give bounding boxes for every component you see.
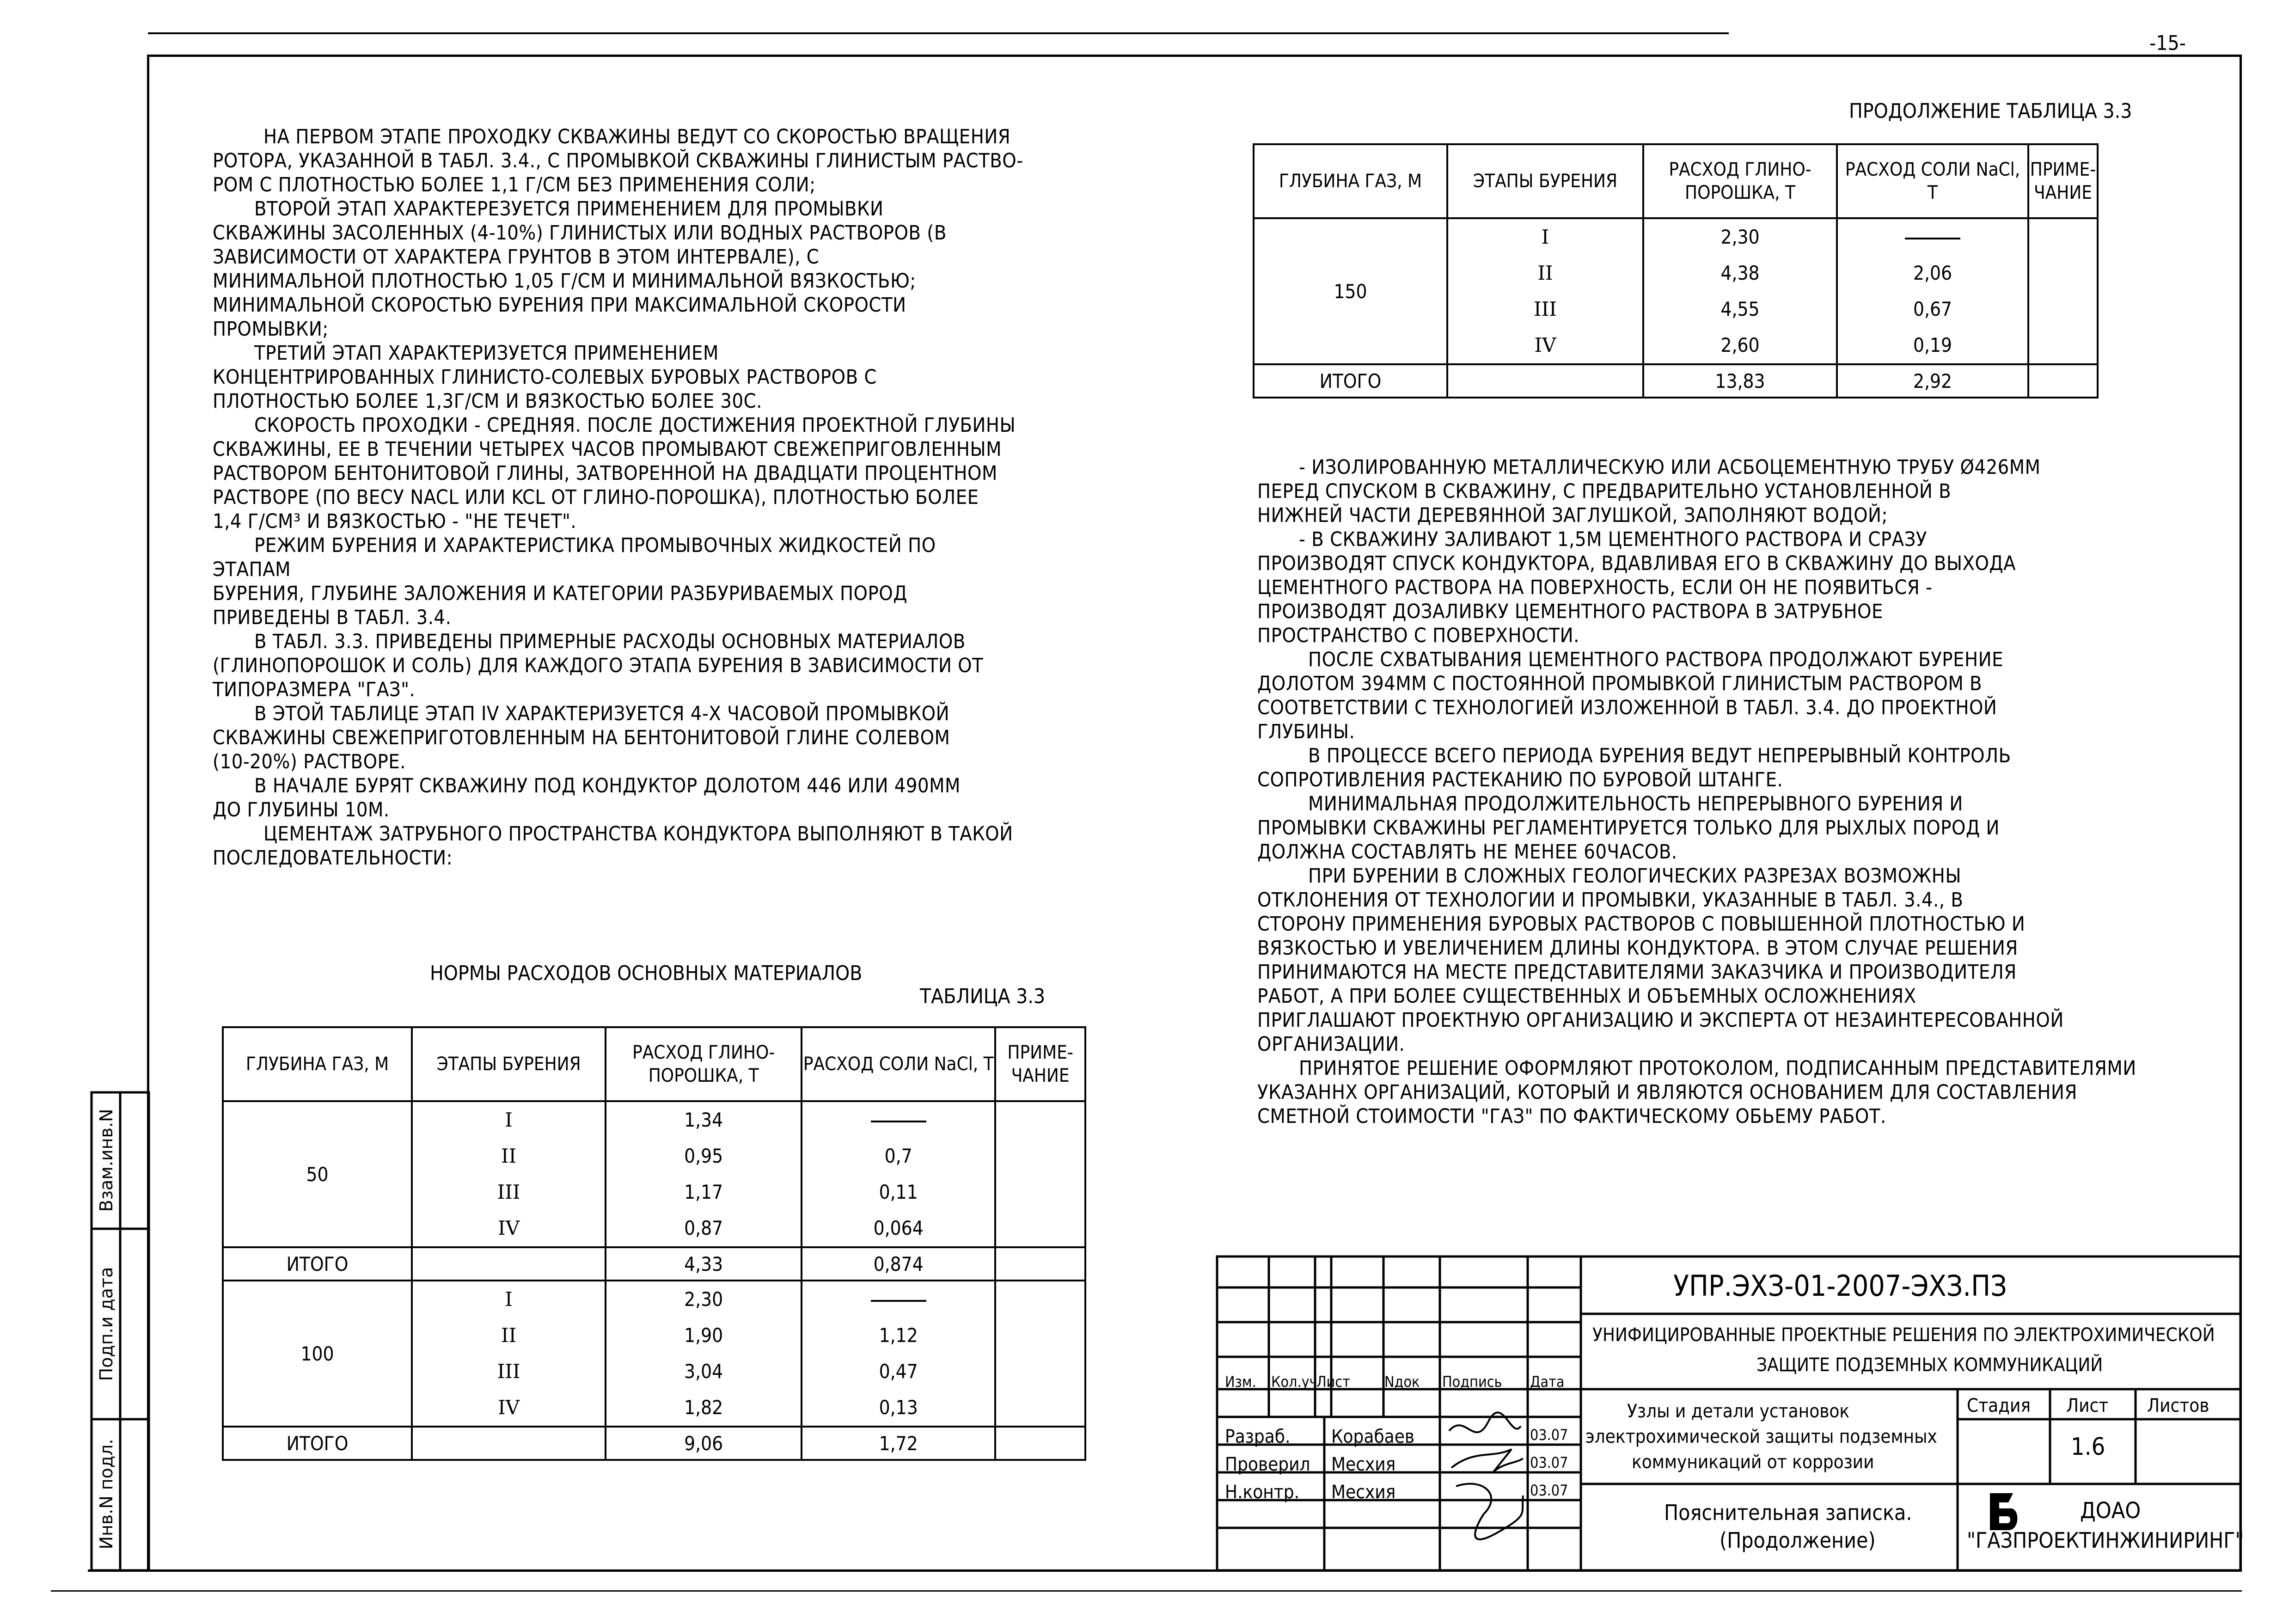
text-line: В ПРОЦЕССЕ ВСЕГО ПЕРИОДА БУРЕНИЯ ВЕДУТ НЕПРЕРЫВНЫЙ КОНТРОЛЬ: [1308, 744, 2011, 767]
text-line: ПРИНИМАЮТСЯ НА МЕСТЕ ПРЕДСТАВИТЕЛЯМИ ЗАКАЗЧИКА И ПРОИЗВОДИТЕЛЯ: [1257, 961, 2017, 984]
text-line: РОМ С ПЛОТНОСТЬЮ БОЛЕЕ 1,1 Г/СМ БЕЗ ПРИМЕНЕНИЯ СОЛИ;: [213, 173, 816, 196]
salt-cell: 0,064: [802, 1210, 995, 1247]
salt-cell: 2,06: [1837, 255, 2028, 291]
side-label-podp: Подп.и дата: [96, 1267, 116, 1381]
text-line: СКВАЖИНЫ ЗАСОЛЕННЫХ (4-10%) ГЛИНИСТЫХ ИЛИ ВОДНЫХ РАСТВОРОВ (В: [213, 221, 947, 245]
salt-cell: [802, 1281, 995, 1318]
stage-cell: IV: [412, 1390, 606, 1427]
top-rule: [148, 32, 1729, 34]
text-line: НА ПЕРВОМ ЭТАПЕ ПРОХОДКУ СКВАЖИНЫ ВЕДУТ СО СКОРОСТЬЮ ВРАЩЕНИЯ: [263, 125, 1011, 148]
clay-cell: 0,95: [606, 1138, 802, 1174]
doc-title-line1: Пояснительная записка.: [1664, 1500, 1912, 1525]
text-line: ВТОРОЙ ЭТАП ХАРАКТЕРЕЗУЕТСЯ ПРИМЕНЕНИЕМ ДЛЯ ПРОМЫВКИ: [254, 197, 884, 221]
text-line: РАСТВОРЕ (ПО ВЕСУ NACL ИЛИ KCL ОТ ГЛИНО-ПОРОШКА), ПЛОТНОСТЬЮ БОЛЕЕ: [213, 486, 979, 509]
clay-cell: 3,04: [606, 1354, 802, 1390]
role-nkontr: Н.контр.: [1225, 1482, 1300, 1503]
side-label-inv: Инв.N подл.: [96, 1439, 116, 1550]
stage-cell: II: [412, 1138, 606, 1174]
total-salt: 2,92: [1837, 364, 2028, 398]
text-line: ДОЛОТОМ 394ММ С ПОСТОЯННОЙ ПРОМЫВКОЙ ГЛИНИСТЫМ РАСТВОРОМ В: [1257, 672, 1983, 695]
text-line: - ИЗОЛИРОВАННУЮ МЕТАЛЛИЧЕСКУЮ ИЛИ АСБОЦЕМЕНТНУЮ ТРУБУ Ø426ММ: [1299, 456, 2041, 479]
stage-cell: II: [412, 1318, 606, 1354]
table-header-cell: РАСХОД СОЛИ NaCl, Т: [1837, 144, 2028, 218]
depth-cell: 50: [223, 1101, 412, 1247]
table-header-cell: ГЛУБИНА ГАЗ, М: [1254, 144, 1447, 218]
name-nkontr: Месхия: [1331, 1482, 1396, 1503]
text-line: ПРОИЗВОДЯТ ДОЗАЛИВКУ ЦЕМЕНТНОГО РАСТВОРА В ЗАТРУБНОЕ: [1257, 600, 1883, 623]
page-number: -15-: [2149, 31, 2186, 55]
table-bottom: [222, 1026, 1086, 1461]
clay-cell: 0,87: [606, 1210, 802, 1247]
clay-cell: 2,30: [1643, 218, 1837, 255]
text-line: (ГЛИНОПОРОШОК И СОЛЬ) ДЛЯ КАЖДОГО ЭТАПА БУРЕНИЯ В ЗАВИСИМОСТИ ОТ: [213, 654, 984, 677]
project-title-line2: ЗАЩИТЕ ПОДЗЕМНЫХ КОММУНИКАЦИЙ: [1756, 1354, 2103, 1376]
table-header-cell: РАСХОД ГЛИНО-ПОРОШКА, Т: [1643, 144, 1837, 218]
total-label: ИТОГО: [1254, 364, 1447, 398]
text-line: ТРЕТИЙ ЭТАП ХАРАКТЕРИЗУЕТСЯ ПРИМЕНЕНИЕМ: [254, 342, 719, 365]
org-name-line2: "ГАЗПРОЕКТИНЖИНИРИНГ": [1967, 1528, 2244, 1553]
table-header-cell: ЭТАПЫ БУРЕНИЯ: [412, 1027, 606, 1101]
salt-cell: 0,11: [802, 1174, 995, 1210]
date-nkontr: 03.07: [1530, 1482, 1568, 1499]
role-proveril: Проверил: [1225, 1454, 1310, 1475]
text-line: ПРИ БУРЕНИИ В СЛОЖНЫХ ГЕОЛОГИЧЕСКИХ РАЗРЕЗАХ ВОЗМОЖНЫ: [1308, 864, 1961, 888]
date-proveril: 03.07: [1530, 1454, 1568, 1471]
text-line: РАБОТ, А ПРИ БОЛЕЕ СУЩЕСТВЕННЫХ И ОБЪЕМНЫХ ОСЛОЖНЕНИЯХ: [1257, 985, 1916, 1008]
total-note: [995, 1427, 1085, 1460]
text-line: ПРОСТРАНСТВО С ПОВЕРХНОСТИ.: [1257, 624, 1579, 647]
stage-cell: III: [412, 1354, 606, 1390]
text-line: РОТОРА, УКАЗАННОЙ В ТАБЛ. 3.4., С ПРОМЫВКОЙ СКВАЖИНЫ ГЛИНИСТЫМ РАСТВО-: [213, 149, 1023, 172]
total-label: ИТОГО: [223, 1427, 412, 1460]
bottom-edge: [51, 1590, 2242, 1592]
stage-cell: I: [1447, 218, 1643, 255]
section-line2: электрохимической защиты подземных: [1585, 1426, 1937, 1447]
text-line: УКАЗАННХ ОРГАНИЗАЦИЙ, КОТОРЫЙ И ЯВЛЯЮТСЯ ОСНОВАНИЕМ ДЛЯ СОСТАВЛЕНИЯ: [1257, 1081, 2077, 1104]
text-line: РАСТВОРОМ БЕНТОНИТОВОЙ ГЛИНЫ, ЗАТВОРЕННОЙ НА ДВАДЦАТИ ПРОЦЕНТНОМ: [213, 462, 998, 485]
text-line: СООТВЕТСТВИИ С ТЕХНОЛОГИЕЙ ИЗЛОЖЕННОЙ В ТАБЛ. 3.4. ДО ПРОЕКТНОЙ: [1257, 696, 1997, 719]
total-note: [2028, 364, 2098, 398]
stage-cell: III: [1447, 291, 1643, 327]
salt-cell: 0,13: [802, 1390, 995, 1427]
table-header-cell: ЭТАПЫ БУРЕНИЯ: [1447, 144, 1643, 218]
text-line: СТОРОНУ ПРИМЕНЕНИЯ БУРОВЫХ РАСТВОРОВ С ПОВЫШЕННОЙ ПЛОТНОСТЬЮ И: [1257, 913, 2026, 936]
sheet-value: 1.6: [2071, 1433, 2105, 1461]
sheet-label: Лист: [2066, 1395, 2109, 1416]
total-salt: 0,874: [802, 1247, 995, 1281]
text-line: ЭТАПАМ: [213, 558, 291, 581]
text-line: БУРЕНИЯ, ГЛУБИНЕ ЗАЛОЖЕНИЯ И КАТЕГОРИИ РАЗБУРИВАЕМЫХ ПОРОД: [213, 582, 907, 605]
text-line: КОНЦЕНТРИРОВАННЫХ ГЛИНИСТО-СОЛЕВЫХ БУРОВЫХ РАСТВОРОВ С: [213, 366, 877, 389]
text-line: СКВАЖИНЫ, ЕЕ В ТЕЧЕНИИ ЧЕТЫРЕХ ЧАСОВ ПРОМЫВАЮТ СВЕЖЕПРИГОВЛЕННЫМ: [213, 438, 1002, 461]
text-line: В ЭТОЙ ТАБЛИЦЕ ЭТАП IV ХАРАКТЕРИЗУЕТСЯ 4-Х ЧАСОВОЙ ПРОМЫВКОЙ: [254, 702, 950, 725]
total-stage-cell: [412, 1427, 606, 1460]
company-logo: [1985, 1491, 2022, 1532]
text-line: СКОРОСТЬ ПРОХОДКИ - СРЕДНЯЯ. ПОСЛЕ ДОСТИЖЕНИЯ ПРОЕКТНОЙ ГЛУБИНЫ: [254, 414, 1016, 437]
signature-2: [1451, 1449, 1523, 1472]
stage-cell: IV: [1447, 327, 1643, 364]
text-line: ПРОИЗВОДЯТ СПУСК КОНДУКТОРА, ВДАВЛИВАЯ ЕГО В СКВАЖИНУ ДО ВЫХОДА: [1257, 552, 2016, 575]
text-line: ОРГАНИЗАЦИИ.: [1257, 1033, 1405, 1056]
total-salt: 1,72: [802, 1427, 995, 1460]
col-head-kol: Кол.уч: [1271, 1373, 1317, 1391]
salt-cell: 0,7: [802, 1138, 995, 1174]
col-head-podpis: Подпись: [1442, 1373, 1502, 1391]
table-top-caption: ПРОДОЛЖЕНИЕ ТАБЛИЦА 3.3: [1849, 99, 2132, 123]
role-razrab: Разраб.: [1225, 1426, 1291, 1447]
doc-title-line2: (Продолжение): [1720, 1528, 1876, 1553]
note-cell: [2028, 218, 2098, 364]
salt-cell: 0,19: [1837, 327, 2028, 364]
clay-cell: 4,38: [1643, 255, 1837, 291]
salt-cell: 0,67: [1837, 291, 2028, 327]
text-line: ДО ГЛУБИНЫ 10М.: [213, 798, 390, 821]
clay-cell: 2,60: [1643, 327, 1837, 364]
text-line: В ТАБЛ. 3.3. ПРИВЕДЕНЫ ПРИМЕРНЫЕ РАСХОДЫ ОСНОВНЫХ МАТЕРИАЛОВ: [254, 630, 966, 653]
side-stamp: [90, 1091, 150, 1572]
text-line: ПОСЛЕДОВАТЕЛЬНОСТИ:: [213, 846, 453, 870]
total-stage-cell: [1447, 364, 1643, 398]
clay-cell: 1,34: [606, 1101, 802, 1138]
salt-cell: [802, 1101, 995, 1138]
text-line: ПОСЛЕ СХВАТЫВАНИЯ ЦЕМЕНТНОГО РАСТВОРА ПРОДОЛЖАЮТ БУРЕНИЕ: [1308, 648, 2004, 671]
text-line: МИНИМАЛЬНОЙ СКОРОСТЬЮ БУРЕНИЯ ПРИ МАКСИМАЛЬНОЙ СКОРОСТИ: [213, 294, 906, 317]
total-stage-cell: [412, 1247, 606, 1281]
text-line: (10-20%) РАСТВОРЕ.: [213, 750, 406, 773]
depth-cell: 150: [1254, 218, 1447, 364]
text-line: 1,4 Г/СМ³ И ВЯЗКОСТЬЮ - "НЕ ТЕЧЕТ".: [213, 510, 577, 533]
name-razrab: Корабаев: [1331, 1426, 1415, 1447]
signature-3: [1456, 1484, 1523, 1539]
salt-cell: 0,47: [802, 1354, 995, 1390]
col-head-list: Лист: [1316, 1373, 1350, 1391]
text-line: - В СКВАЖИНУ ЗАЛИВАЮТ 1,5М ЦЕМЕНТНОГО РАСТВОРА И СРАЗУ: [1299, 528, 1927, 551]
table-header-cell: РАСХОД СОЛИ NaCl, Т: [802, 1027, 995, 1101]
table-top: [1253, 143, 2099, 398]
text-line: МИНИМАЛЬНАЯ ПРОДОЛЖИТЕЛЬНОСТЬ НЕПРЕРЫВНОГО БУРЕНИЯ И: [1308, 792, 1963, 815]
clay-cell: 1,90: [606, 1318, 802, 1354]
org-name-line1: ДОАО: [2080, 1498, 2141, 1524]
text-line: В НАЧАЛЕ БУРЯТ СКВАЖИНУ ПОД КОНДУКТОР ДОЛОТОМ 446 ИЛИ 490ММ: [254, 774, 961, 797]
text-line: ДОЛЖНА СОСТАВЛЯТЬ НЕ МЕНЕЕ 60ЧАСОВ.: [1257, 840, 1677, 864]
table-header-cell: РАСХОД ГЛИНО-ПОРОШКА, Т: [606, 1027, 802, 1101]
stage-cell: IV: [412, 1210, 606, 1247]
stage-cell: I: [412, 1281, 606, 1318]
right-column-text: [1257, 455, 2136, 1128]
text-line: ПРИВЕДЕНЫ В ТАБЛ. 3.4.: [213, 606, 452, 629]
text-line: ПРОМЫВКИ;: [213, 318, 329, 341]
name-proveril: Месхия: [1331, 1454, 1396, 1475]
side-label-zam: Взам.инв.N: [96, 1109, 116, 1212]
total-label: ИТОГО: [223, 1247, 412, 1281]
clay-cell: 4,55: [1643, 291, 1837, 327]
table-header-cell: ПРИМЕ-ЧАНИЕ: [995, 1027, 1085, 1101]
sheets-label: Листов: [2147, 1395, 2209, 1416]
text-line: РЕЖИМ БУРЕНИЯ И ХАРАКТЕРИСТИКА ПРОМЫВОЧНЫХ ЖИДКОСТЕЙ ПО: [254, 534, 936, 557]
drawing-code: УПР.ЭХЗ-01-2007-ЭХЗ.ПЗ: [1673, 1269, 2007, 1303]
project-title-line1: УНИФИЦИРОВАННЫЕ ПРОЕКТНЫЕ РЕШЕНИЯ ПО ЭЛЕКТРОХИМИЧЕСКОЙ: [1592, 1324, 2215, 1346]
dash-mark: [1905, 238, 1960, 239]
salt-cell: [1837, 218, 2028, 255]
section-line3: коммуникаций от коррозии: [1632, 1452, 1874, 1473]
stage-cell: III: [412, 1174, 606, 1210]
text-line: СМЕТНОЙ СТОИМОСТИ "ГАЗ" ПО ФАКТИЧЕСКОМУ ОБЬЕМУ РАБОТ.: [1257, 1105, 1886, 1128]
text-line: ТИПОРАЗМЕРА "ГАЗ".: [213, 678, 416, 701]
table-bottom-title: НОРМЫ РАСХОДОВ ОСНОВНЫХ МАТЕРИАЛОВ: [430, 962, 863, 985]
total-clay: 13,83: [1643, 364, 1837, 398]
section-line1: Узлы и детали установок: [1627, 1401, 1850, 1422]
text-line: ЗАВИСИМОСТИ ОТ ХАРАКТЕРА ГРУНТОВ В ЭТОМ ИНТЕРВАЛЕ), С: [213, 245, 820, 269]
text-line: ОТКЛОНЕНИЯ ОТ ТЕХНОЛОГИИ И ПРОМЫВКИ, УКАЗАННЫЕ В ТАБЛ. 3.4., В: [1257, 889, 1964, 912]
text-line: ЦЕМЕНТНОГО РАСТВОРА НА ПОВЕРХНОСТЬ, ЕСЛИ ОН НЕ ПОЯВИТЬСЯ -: [1257, 576, 1933, 599]
stage-cell: I: [412, 1101, 606, 1138]
text-line: НИЖНЕЙ ЧАСТИ ДЕРЕВЯННОЙ ЗАГЛУШКОЙ, ЗАПОЛНЯЮТ ВОДОЙ;: [1257, 504, 1888, 527]
text-line: ВЯЗКОСТЬЮ И УВЕЛИЧЕНИЕМ ДЛИНЫ КОНДУКТОРА. В ЭТОМ СЛУЧАЕ РЕШЕНИЯ: [1257, 937, 2018, 960]
total-clay: 9,06: [606, 1427, 802, 1460]
signature-1: [1449, 1412, 1521, 1432]
stage-cell: II: [1447, 255, 1643, 291]
table-header-cell: ПРИМЕ-ЧАНИЕ: [2028, 144, 2098, 218]
table-bottom-caption: ТАБЛИЦА 3.3: [920, 985, 1046, 1008]
text-line: СОПРОТИВЛЕНИЯ РАСТЕКАНИЮ ПО БУРОВОЙ ШТАНГЕ.: [1257, 768, 1783, 791]
text-line: ПЕРЕД СПУСКОМ В СКВАЖИНУ, С ПРЕДВАРИТЕЛЬНО УСТАНОВЛЕННОЙ В: [1257, 480, 1952, 503]
text-line: ПРОМЫВКИ СКВАЖИНЫ РЕГЛАМЕНТИРУЕТСЯ ТОЛЬКО ДЛЯ РЫХЛЫХ ПОРОД И: [1257, 816, 2000, 840]
clay-cell: 1,82: [606, 1390, 802, 1427]
date-razrab: 03.07: [1530, 1426, 1568, 1444]
text-line: ЦЕМЕНТАЖ ЗАТРУБНОГО ПРОСТРАНСТВА КОНДУКТОРА ВЫПОЛНЯЮТ В ТАКОЙ: [263, 822, 1013, 846]
total-clay: 4,33: [606, 1247, 802, 1281]
salt-cell: 1,12: [802, 1318, 995, 1354]
dash-mark: [871, 1121, 926, 1122]
col-head-izm: Изм.: [1225, 1373, 1256, 1391]
note-cell: [995, 1281, 1085, 1427]
text-line: МИНИМАЛЬНОЙ ПЛОТНОСТЬЮ 1,05 Г/СМ И МИНИМАЛЬНОЙ ВЯЗКОСТЬЮ;: [213, 270, 916, 293]
text-line: ПРИГЛАШАЮТ ПРОЕКТНУЮ ОРГАНИЗАЦИЮ И ЭКСПЕРТА ОТ НЕЗАИНТЕРЕСОВАННОЙ: [1257, 1009, 2064, 1032]
dash-mark: [871, 1300, 926, 1302]
text-line: ПЛОТНОСТЬЮ БОЛЕЕ 1,3Г/СМ И ВЯЗКОСТЬЮ БОЛЕЕ 30С.: [213, 390, 762, 413]
clay-cell: 2,30: [606, 1281, 802, 1318]
depth-cell: 100: [223, 1281, 412, 1427]
col-head-ndok: Nдок: [1384, 1373, 1420, 1391]
text-line: ПРИНЯТОЕ РЕШЕНИЕ ОФОРМЛЯЮТ ПРОТОКОЛОМ, ПОДПИСАННЫМ ПРЕДСТАВИТЕЛЯМИ: [1299, 1057, 2136, 1080]
clay-cell: 1,17: [606, 1174, 802, 1210]
col-head-data: Дата: [1530, 1373, 1565, 1391]
text-line: СКВАЖИНЫ СВЕЖЕПРИГОТОВЛЕННЫМ НА БЕНТОНИТОВОЙ ГЛИНЕ СОЛЕВОМ: [213, 726, 950, 749]
text-line: ГЛУБИНЫ.: [1257, 720, 1355, 743]
frame-top: [148, 55, 2242, 57]
total-note: [995, 1247, 1085, 1281]
left-column-text: [213, 125, 1023, 870]
table-header-cell: ГЛУБИНА ГАЗ, М: [223, 1027, 412, 1101]
stage-label: Стадия: [1967, 1395, 2031, 1416]
note-cell: [995, 1101, 1085, 1247]
